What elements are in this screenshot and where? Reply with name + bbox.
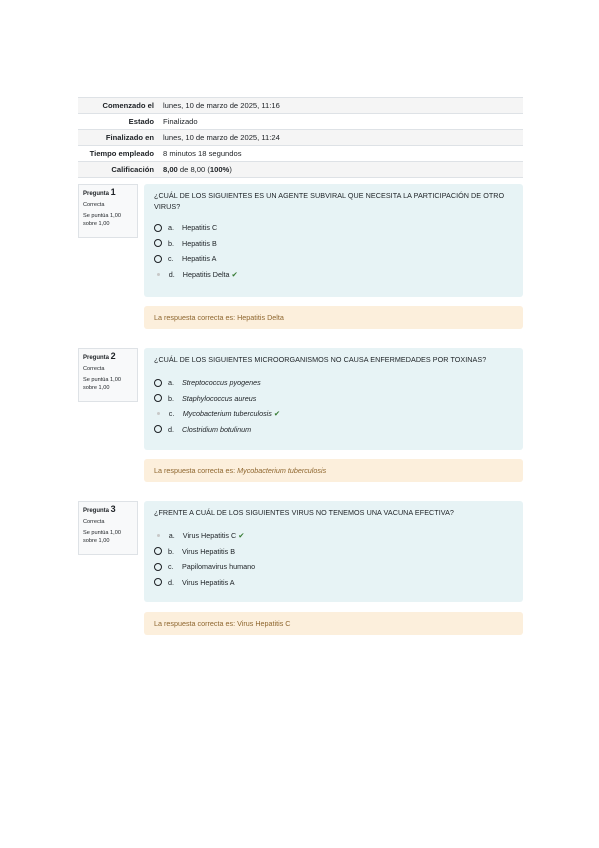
question-state: Correcta [83,366,105,372]
answer-letter: b. [168,393,174,403]
answer-letter: a. [168,378,174,388]
question-text: ¿CUÁL DE LOS SIGUIENTES MICROORGANISMOS NO CAUSA ENFERMEDADES POR TOXINAS? [154,355,487,364]
question-number: 2 [110,351,116,361]
question-info [78,501,138,555]
answer-letter: d. [168,424,174,434]
answer-letter: c. [168,409,175,419]
question-feedback [144,459,523,482]
feedback-answer: Virus Hepatitis C [237,619,291,628]
grade-mid: de 8,00 ( [177,165,210,174]
answer-option[interactable] [154,559,513,575]
summary-row-time [78,146,523,162]
radio-unselected-icon[interactable] [154,224,162,232]
answer-text: Hepatitis B [182,238,217,248]
summary-label: Comenzado el [78,98,159,114]
question-grade: Se puntúa 1,00 sobre 1,00 [83,530,121,544]
feedback-answer: Hepatitis Delta [237,313,284,322]
question-text: ¿CUÁL DE LOS SIGUIENTES ES UN AGENTE SUBVIRAL QUE NECESITA LA PARTICIPACIÓN DE OTRO VIRUS? [154,191,505,211]
answer-option[interactable] [154,406,513,422]
grade-end: ) [229,165,232,174]
answer-text: Virus Hepatitis B [182,546,235,556]
radio-unselected-icon[interactable] [154,239,162,247]
question-text: ¿FRENTE A CUÁL DE LOS SIGUIENTES VIRUS NO TENEMOS UNA VACUNA EFECTIVA? [154,508,454,517]
answer-text: Hepatitis Delta [182,269,230,279]
feedback-prefix: La respuesta correcta es: [154,466,238,475]
check-icon: ✔ [273,409,281,419]
summary-label: Tiempo empleado [78,146,159,162]
feedback-answer: Mycobacterium tuberculosis [237,466,327,475]
summary-value: lunes, 10 de marzo de 2025, 11:16 [159,98,523,114]
answer-letter: d. [168,269,175,279]
answer-letter: b. [168,238,174,248]
feedback-prefix: La respuesta correcta es: [154,313,238,322]
answer-option[interactable] [154,544,513,560]
feedback-prefix: La respuesta correcta es: [154,619,238,628]
answer-text: Hepatitis A [182,254,217,264]
grade-score: 8,00 [163,165,178,174]
answer-text: Clostridium botulinum [182,424,252,434]
summary-value [159,162,523,178]
answer-option[interactable] [154,375,513,391]
summary-row-grade [78,162,523,178]
question-state: Correcta [83,519,105,525]
summary-value: lunes, 10 de marzo de 2025, 11:24 [159,130,523,146]
answer-letter: a. [168,223,174,233]
summary-row-state [78,114,523,130]
answer-letter: c. [168,254,174,264]
answer-letter: a. [168,531,175,541]
question-number: 3 [110,504,116,514]
radio-unselected-icon[interactable] [154,547,162,555]
answer-option[interactable] [154,391,513,407]
summary-value: 8 minutos 18 segundos [159,146,523,162]
answer-option[interactable] [154,236,513,252]
question-number: 1 [110,187,116,197]
summary-label: Estado [78,114,159,130]
answer-letter: d. [168,577,174,587]
question-formulation [144,348,523,450]
attempt-summary [78,97,523,178]
summary-label: Calificación [78,162,159,178]
answer-option[interactable] [154,422,513,438]
answer-text: Papilomavirus humano [182,562,256,572]
question-feedback [144,612,523,635]
answer-text: Virus Hepatitis C [182,531,237,541]
question-title: Pregunta [83,508,110,514]
radio-unselected-icon[interactable] [154,255,162,263]
question-formulation [144,501,523,602]
answer-text: Mycobacterium tuberculosis [182,409,272,419]
radio-unselected-icon[interactable] [154,563,162,571]
answer-option[interactable] [154,575,513,591]
question-info [78,348,138,402]
answer-option[interactable] [154,267,513,283]
question-state: Correcta [83,202,105,208]
answer-option[interactable] [154,528,513,544]
question-formulation [144,184,523,297]
answer-text: Hepatitis C [182,223,218,233]
answer-text: Streptococcus pyogenes [182,378,261,388]
answer-option[interactable] [154,220,513,236]
summary-value: Finalizado [159,114,523,130]
answer-letter: c. [168,562,174,572]
question-title: Pregunta [83,355,110,361]
summary-row-finished [78,130,523,146]
question-grade: Se puntúa 1,00 sobre 1,00 [83,377,121,391]
radio-selected-icon[interactable] [154,409,163,418]
radio-unselected-icon[interactable] [154,379,162,387]
radio-unselected-icon[interactable] [154,578,162,586]
radio-selected-icon[interactable] [154,531,163,540]
check-icon: ✔ [238,531,245,541]
grade-percent: 100% [209,165,230,174]
question-grade: Se puntúa 1,00 sobre 1,00 [83,213,121,227]
answer-text: Staphylococcus aureus [182,393,257,403]
question-feedback [144,306,523,329]
radio-unselected-icon[interactable] [154,394,162,402]
answer-option[interactable] [154,251,513,267]
answer-text: Virus Hepatitis A [182,577,235,587]
answer-letter: b. [168,546,174,556]
check-icon: ✔ [231,269,238,279]
question-info [78,184,138,238]
question-title: Pregunta [83,191,110,197]
radio-unselected-icon[interactable] [154,425,162,433]
summary-label: Finalizado en [78,130,159,146]
summary-row-started [78,98,523,114]
radio-selected-icon[interactable] [154,270,163,279]
